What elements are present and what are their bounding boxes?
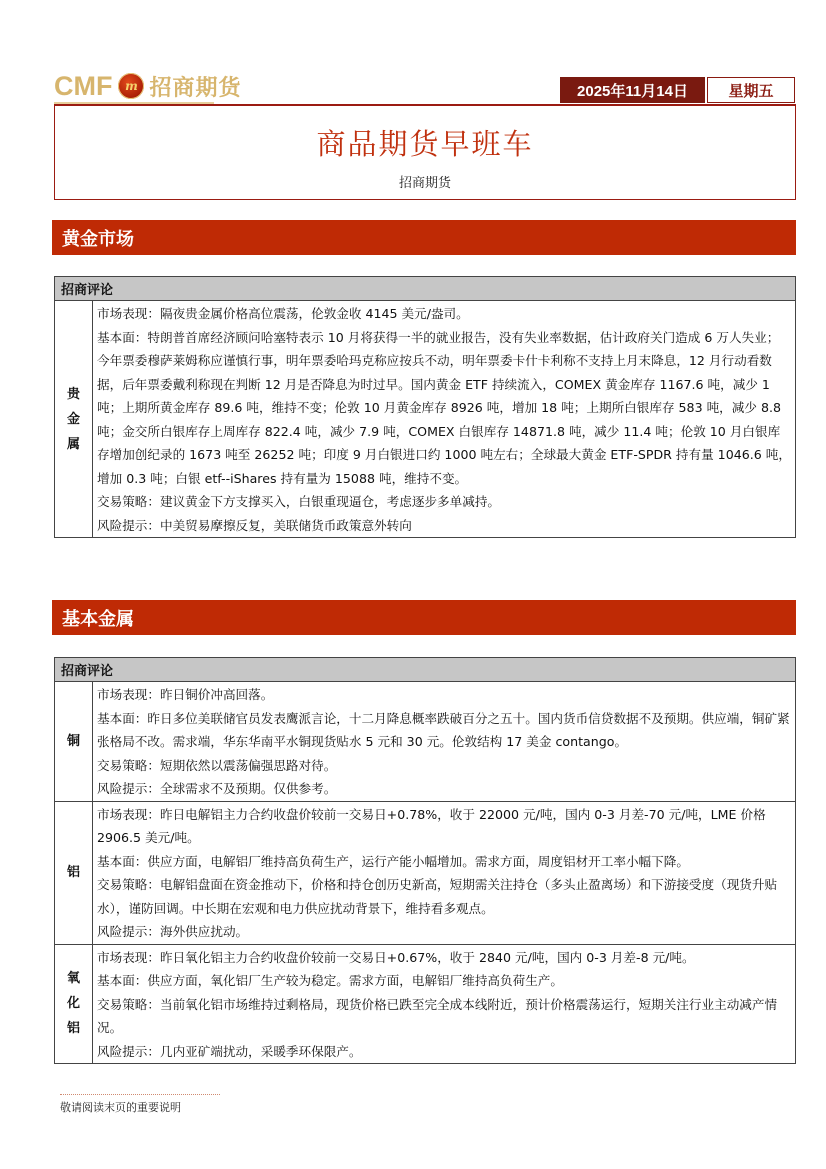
company-logo [54, 70, 242, 102]
row-label-char: 铝 [66, 865, 80, 880]
table-header: 招商评论 [55, 658, 795, 682]
market-performance: 市场表现：隔夜贵金属价格高位震荡，伦敦金收 4145 美元/盎司。 [97, 306, 469, 321]
row-label-char: 铝 [66, 1021, 80, 1037]
commentary-table-base-metals [54, 657, 796, 1064]
row-label-char: 氧 [66, 971, 80, 987]
risk-warning: 风险提示：中美贸易摩擦反复，美联储货币政策意外转向 [97, 517, 412, 533]
trading-strategy: 交易策略：当前氧化铝市场维持过剩格局，现货价格已跌至完全成本线附近，预计价格震荡运行，短期关注行业主动减产情况。 [97, 996, 778, 1035]
report-weekday: 星期五 [707, 77, 795, 103]
row-label-char: 铜 [66, 733, 80, 749]
market-performance: 市场表现：昨日氧化铝主力合约收盘价较前一交易日+0.67%，收于 2840 元/吨，国内 0-3 月差-8 元/吨。 [97, 949, 695, 965]
table-row [55, 945, 795, 1064]
row-content [93, 682, 795, 801]
table-header: 招商评论 [55, 277, 795, 301]
report-date: 2025年11月14日 [560, 77, 705, 103]
page-subtitle: 招商期货 [398, 176, 451, 191]
market-performance: 市场表现：昨日铜价冲高回落。 [97, 687, 274, 702]
logo-text-en: CMF [54, 70, 113, 101]
risk-warning: 风险提示：海外供应扰动。 [97, 924, 249, 939]
row-content [93, 802, 795, 944]
fundamentals: 基本面：昨日多位美联储官员发表鹰派言论，十二月降息概率跌破百分之五十。国内货币信贷数据不及预期。供应端，铜矿紧张格局不改。需求端，华东华南平水铜现货贴水 5 元和 30 元。伦敦结构 17 美金 contango。 [97, 710, 790, 749]
table-row [55, 802, 795, 945]
row-label-alumina [55, 945, 93, 1064]
table-row [55, 301, 795, 537]
footer-divider [60, 1094, 220, 1095]
trading-strategy: 交易策略：电解铝盘面在资金推动下，价格和持仓创历史新高，短期需关注持仓（多头止盈离场）和下游接受度（现货升贴水），谨防回调。中长期在宏观和电力供应扰动背景下，维持看多观点。 [97, 877, 778, 916]
trading-strategy: 交易策略：短期依然以震荡偏强思路对待。 [97, 757, 337, 773]
logo-emblem-icon: m [118, 73, 144, 99]
row-content [93, 945, 795, 1064]
row-content [93, 301, 795, 537]
footer-disclaimer-note: 敬请阅读末页的重要说明 [60, 1101, 181, 1114]
fundamentals: 基本面：特朗普首席经济顾问哈塞特表示 10 月将获得一半的就业报告，没有失业率数据，估计政府关门造成 6 万人失业；今年票委穆萨莱姆称应谨慎行事，明年票委哈玛克称应按兵不动，明年票委卡什卡利称不支持上月末降息，12 月行动看数据，后年票委戴利称现在判断 12 月是否降息为时过早。国内黄金 ETF 持续流入，COMEX 黄金库存 1167.6 吨，减少 1 吨；上期所黄金库存 89.6 吨，维持不变；伦敦 10 月黄金库存 8926 吨，增加 18 吨；上期所白银库存 583 吨，减少 8.8 吨；金交所白银库存上周库存 822.4 吨，减少 7.9 吨，COMEX 白银库存 14871.8 吨，减少 11.4 吨；伦敦 10 月白银库存增加创纪录的 1673 吨至 26252 吨；印度 9 月白银进口约 1000 吨左右；全球最大黄金 ETF-SPDR 持有量 1046.6 吨，增加 0.3 吨；白银 etf--iShares 持有量为 15088 吨，维持不变。 [97, 329, 791, 486]
section-header-base-metals: 基本金属 [52, 600, 796, 635]
trading-strategy: 交易策略：建议黄金下方支撑买入，白银重现逼仓，考虑逐步多单减持。 [97, 494, 500, 509]
table-row [55, 682, 795, 802]
row-label-char: 化 [66, 996, 80, 1012]
row-label-aluminum [55, 802, 93, 944]
row-label-char: 贵 [66, 386, 80, 402]
row-label-char: 金 [66, 411, 80, 427]
row-label-precious-metals [55, 301, 93, 537]
commentary-table-gold [54, 276, 796, 538]
section-header-gold: 黄金市场 [52, 220, 796, 255]
row-label-copper [55, 682, 93, 801]
fundamentals: 基本面：供应方面，电解铝厂维持高负荷生产，运行产能小幅增加。需求方面，周度铝材开工率小幅下降。 [97, 853, 689, 869]
logo-text-cn: 招商期货 [149, 74, 242, 101]
row-label-char: 属 [66, 436, 80, 452]
fundamentals: 基本面：供应方面，氧化铝厂生产较为稳定。需求方面，电解铝厂维持高负荷生产。 [97, 973, 563, 988]
risk-warning: 风险提示：几内亚矿端扰动，采暖季环保限产。 [97, 1043, 362, 1059]
market-performance: 市场表现：昨日电解铝主力合约收盘价较前一交易日+0.78%，收于 22000 元/吨，国内 0-3 月差-70 元/吨，LME 价格 2906.5 美元/吨。 [97, 806, 766, 845]
title-box [54, 104, 796, 200]
risk-warning: 风险提示：全球需求不及预期。仅供参考。 [97, 781, 337, 796]
page-title: 商品期货早班车 [316, 127, 534, 161]
